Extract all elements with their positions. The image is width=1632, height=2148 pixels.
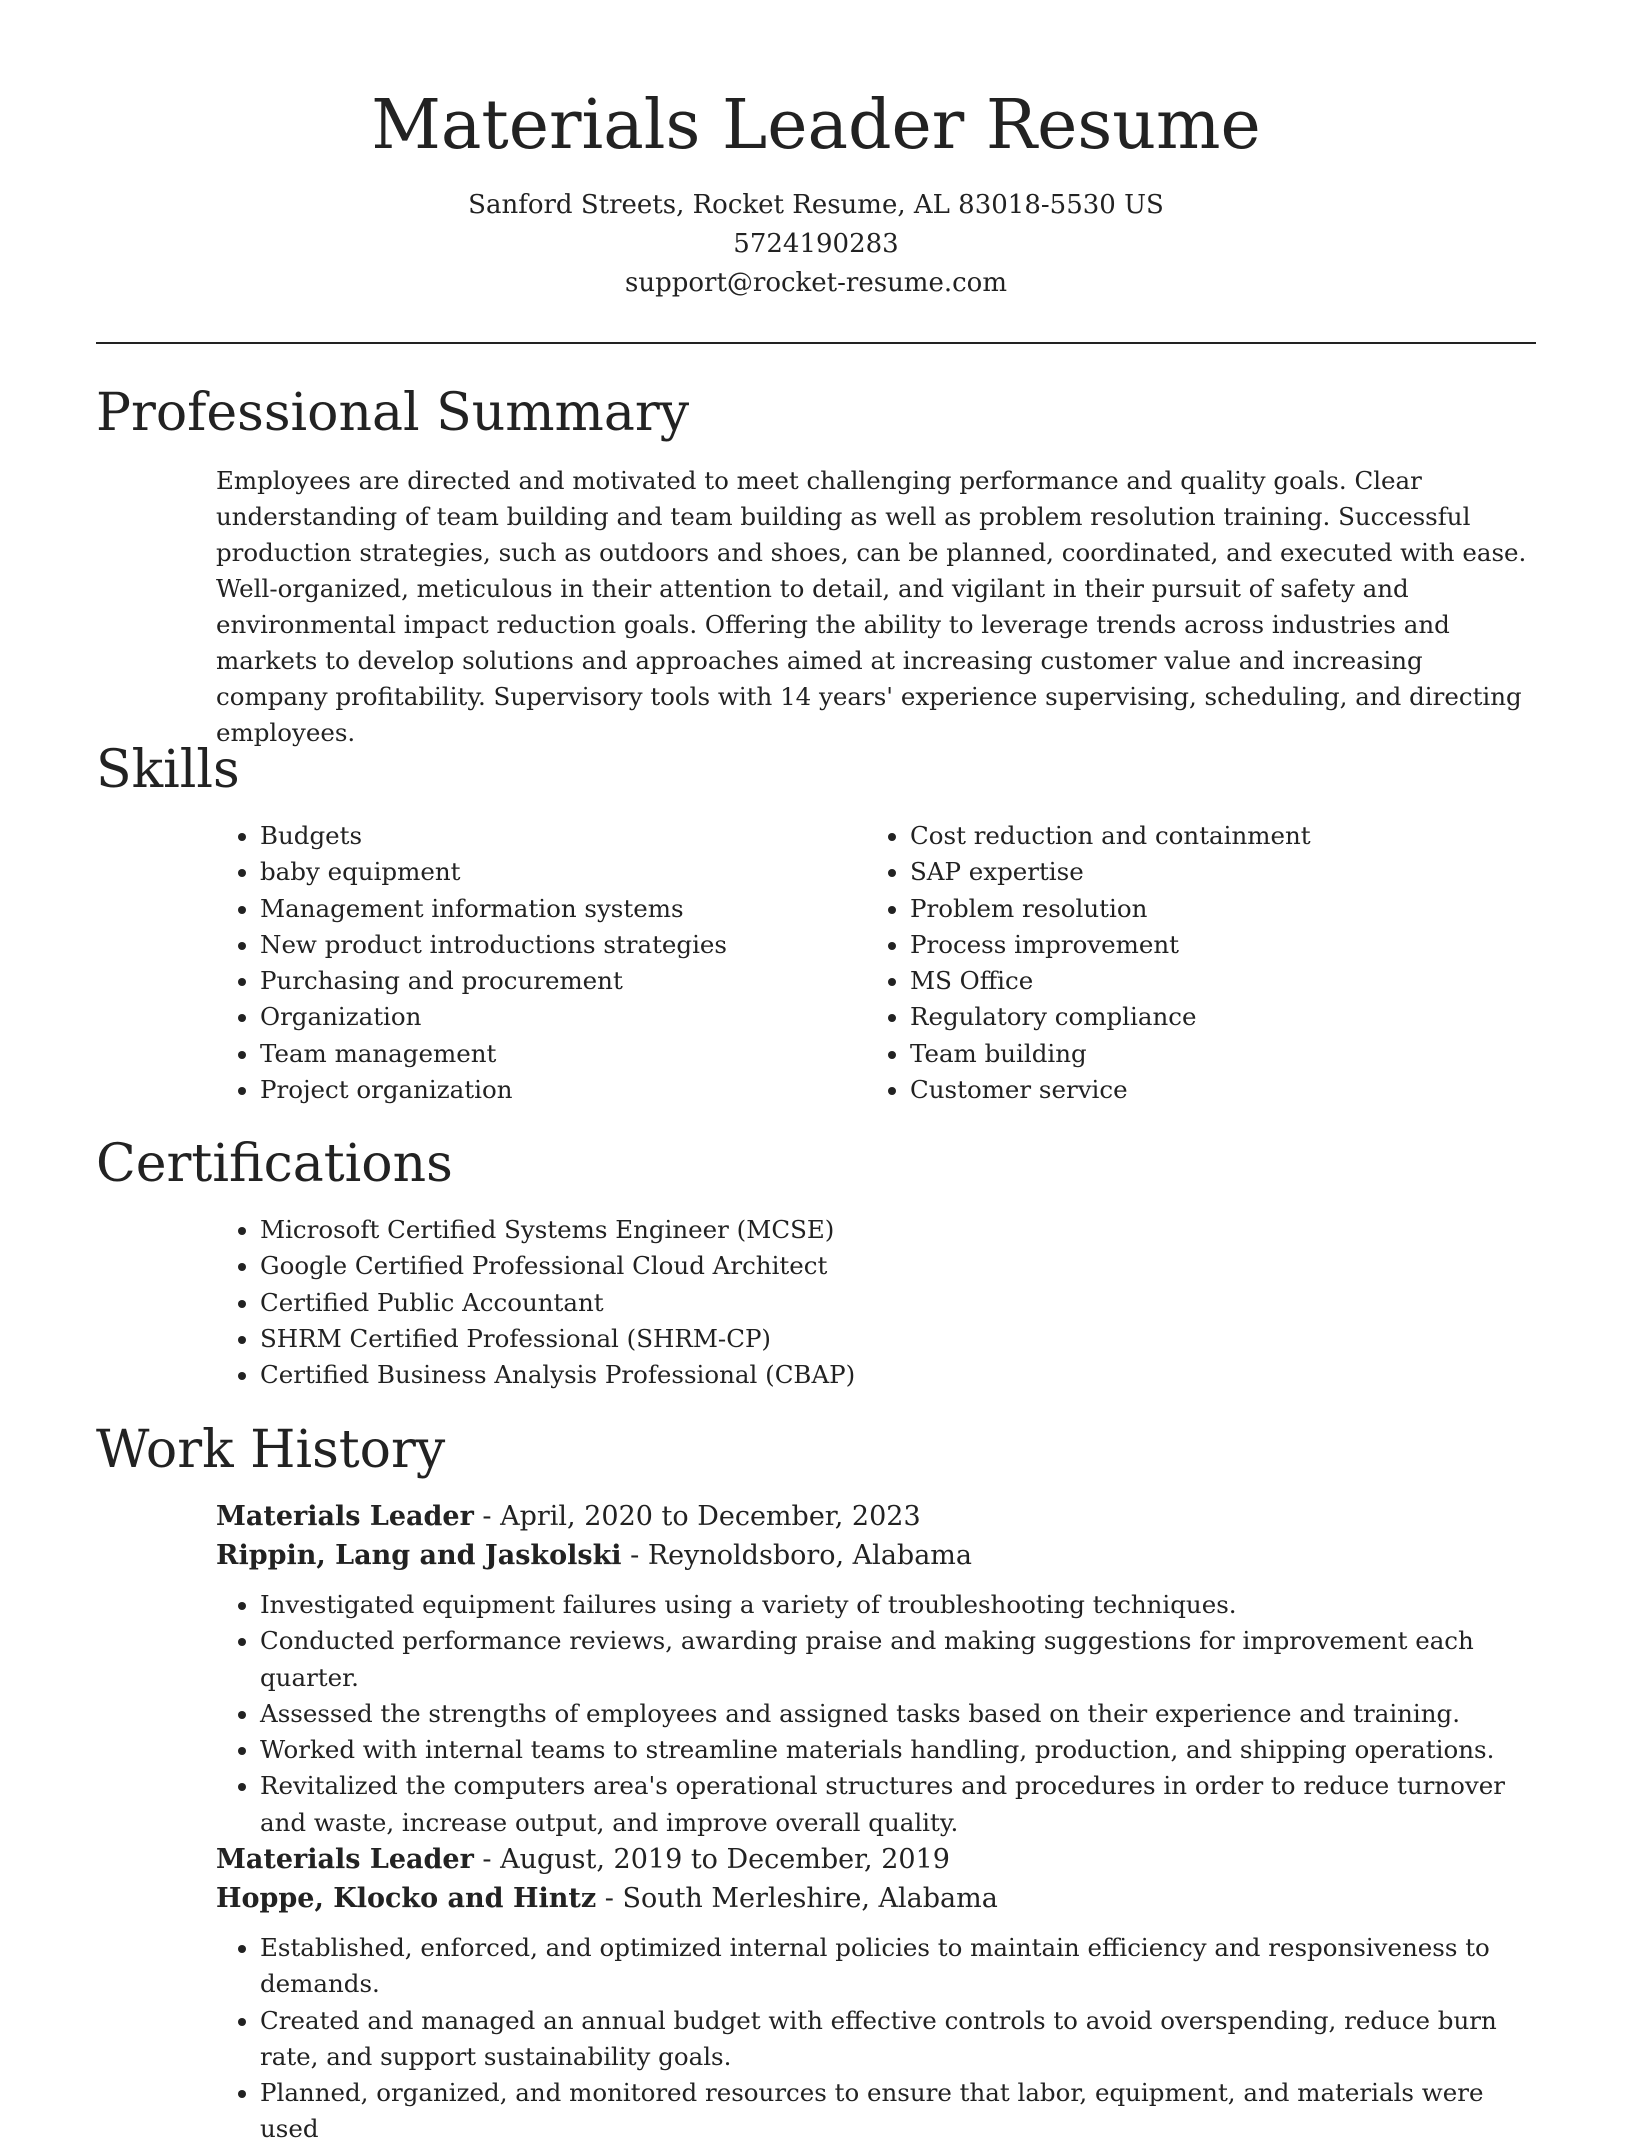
skill-item: • baby equipment (260, 854, 856, 890)
job-entry (216, 1497, 1536, 1841)
job-title: Materials Leader (216, 1501, 474, 1532)
job-bullet: • Conducted performance reviews, awarding praise and making suggestions for improvement each quarter. (260, 1623, 1536, 1696)
skill-item: • Management information systems (260, 891, 856, 927)
job-title: Materials Leader (216, 1844, 474, 1875)
skill-item: • Process improvement (910, 927, 1506, 963)
job-bullet: • Revitalized the computers area's operational structures and procedures in order to reduce turnover and waste, increase output, and improve overall quality. (260, 1768, 1536, 1841)
skill-item: • SAP expertise (910, 854, 1506, 890)
certifications-heading: Certifications (96, 1134, 453, 1194)
skill-item: • Budgets (260, 818, 856, 854)
contact-phone: 5724190283 (733, 229, 899, 259)
job-dates: - April, 2020 to December, 2023 (473, 1501, 921, 1532)
skills-column-right (866, 818, 1506, 1108)
job-title-line (216, 1840, 1536, 1879)
job-company-line (216, 1879, 1536, 1918)
skill-item: • Team management (260, 1036, 856, 1072)
skill-item: • New product introductions strategies (260, 927, 856, 963)
certification-item: • Certified Public Accountant (260, 1285, 1536, 1321)
skill-item: • Regulatory compliance (910, 999, 1506, 1035)
certification-item: • Certified Business Analysis Professional (CBAP) (260, 1357, 1536, 1393)
certification-item: • SHRM Certified Professional (SHRM-CP) (260, 1321, 1536, 1357)
skill-item: • Problem resolution (910, 891, 1506, 927)
summary-heading: Professional Summary (96, 383, 690, 443)
job-bullet: • Created and managed an annual budget with effective controls to avoid overspending, reduce burn rate, and support sustainability goals. (260, 2003, 1536, 2076)
job-dates: - August, 2019 to December, 2019 (473, 1844, 950, 1875)
skill-item: • Customer service (910, 1072, 1506, 1108)
resume-header (96, 80, 1536, 303)
job-bullet: • Assessed the strengths of employees and assigned tasks based on their experience and training. (260, 1696, 1536, 1732)
job-bullet: • Established, enforced, and optimized internal policies to maintain efficiency and responsiveness to demands. (260, 1930, 1536, 2003)
job-company: Rippin, Lang and Jaskolski (216, 1540, 622, 1571)
header-divider (96, 342, 1536, 344)
skill-item: • MS Office (910, 963, 1506, 999)
job-location: - South Merleshire, Alabama (596, 1883, 998, 1914)
contact-email: support@rocket-resume.com (624, 268, 1007, 298)
resume-title: Materials Leader Resume (371, 86, 1261, 165)
certifications-list (216, 1212, 1536, 1393)
job-title-line (216, 1497, 1536, 1536)
skills-column-left (216, 818, 856, 1108)
job-bullet: • Worked with internal teams to streamline materials handling, production, and shipping operations. (260, 1732, 1536, 1768)
skill-item: • Project organization (260, 1072, 856, 1108)
job-company: Hoppe, Klocko and Hintz (216, 1883, 597, 1914)
job-company-line (216, 1536, 1536, 1575)
summary-text: Employees are directed and motivated to meet challenging performance and quality goals. Clear understanding of team building and team building as well as problem resolution training. Successful production strategies, such as outdoors and shoes, can be planned, coordinated, and executed with ease. Well-organized, meticulous in their attention to detail, and vigilant in their pursuit of safety and environmental impact reduction goals. Offering the ability to leverage trends across industries and markets to develop solutions and approaches aimed at increasing customer value and increasing company profitability. Supervisory tools with 14 years' experience supervising, scheduling, and directing employees. (216, 466, 1527, 747)
work-history-heading: Work History (96, 1420, 446, 1480)
skill-item: • Cost reduction and containment (910, 818, 1506, 854)
job-location: - Reynoldsboro, Alabama (621, 1540, 972, 1571)
skill-item: • Organization (260, 999, 856, 1035)
job-bullets (216, 1930, 1536, 2148)
skill-item: • Purchasing and procurement (260, 963, 856, 999)
skills-heading: Skills (96, 740, 240, 800)
certification-item: • Microsoft Certified Systems Engineer (MCSE) (260, 1212, 1536, 1248)
contact-address: Sanford Streets, Rocket Resume, AL 83018-5530 US (468, 190, 1164, 220)
job-entry (216, 1840, 1536, 2148)
skill-item: • Team building (910, 1036, 1506, 1072)
job-bullets (216, 1587, 1536, 1841)
job-bullet: • Investigated equipment failures using a variety of troubleshooting techniques. (260, 1587, 1536, 1623)
certification-item: • Google Certified Professional Cloud Architect (260, 1248, 1536, 1284)
job-bullet: • Planned, organized, and monitored resources to ensure that labor, equipment, and materials were used (260, 2075, 1536, 2148)
